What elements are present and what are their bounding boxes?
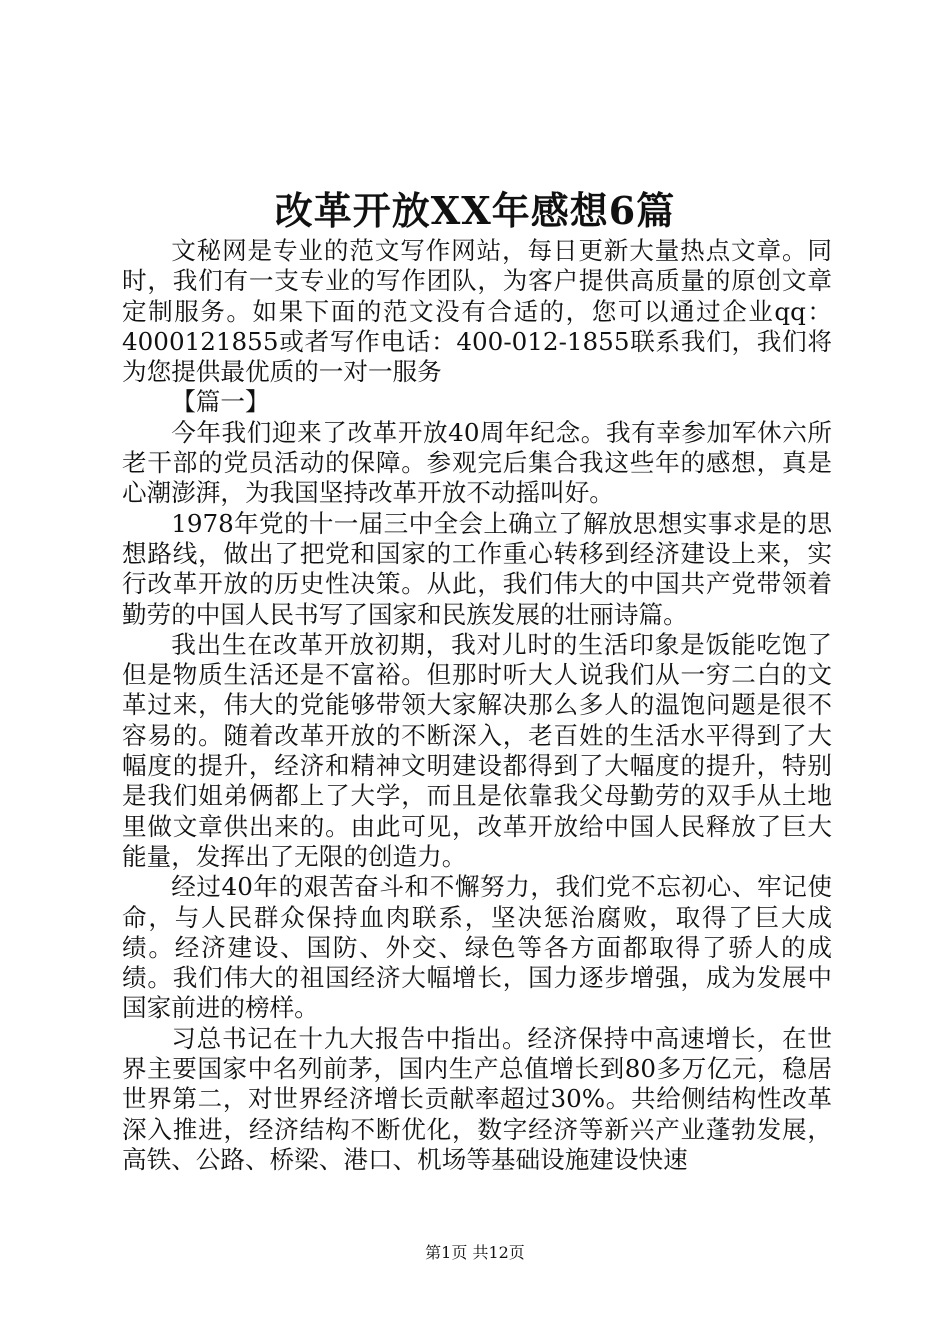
body-paragraph: 我出生在改革开放初期，我对儿时的生活印象是饭能吃饱了但是物质生活还是不富裕。但那时听大人说我们从一穷二白的文革过来，伟大的党能够带领大家解决那么多人的温饱问题是很不容易的。随着改革开放的不断深入，老百姓的生活水平得到了大幅度的提升，经济和精神文明建设都得到了大幅度的提升，特别是我们姐弟俩都上了大学，而且是依靠我父母勤劳的双手从土地里做文章供出来的。由此可见，改革开放给中国人民释放了巨大能量，发挥出了无限的创造力。 <box>122 629 832 871</box>
document-body <box>122 236 832 1175</box>
body-paragraph: 习总书记在十九大报告中指出。经济保持中高速增长，在世界主要国家中名列前茅，国内生产总值增长到80多万亿元，稳居世界第二，对世界经济增长贡献率超过30%。共给侧结构性改革深入推进，经济结构不断优化，数字经济等新兴产业蓬勃发展，高铁、公路、桥梁、港口、机场等基础设施建设快速 <box>122 1023 832 1174</box>
body-paragraph: 今年我们迎来了改革开放40周年纪念。我有幸参加军休六所老干部的党员活动的保障。参观完后集合我这些年的感想，真是心潮澎湃，为我国坚持改革开放不动摇叫好。 <box>122 417 832 508</box>
intro-paragraph: 文秘网是专业的范文写作网站，每日更新大量热点文章。同时，我们有一支专业的写作团队，为客户提供高质量的原创文章定制服务。如果下面的范文没有合适的，您可以通过企业qq：4000121855或者写作电话：400-012-1855联系我们，我们将为您提供最优质的一对一服务 <box>122 236 832 387</box>
body-paragraph: 经过40年的艰苦奋斗和不懈努力，我们党不忘初心、牢记使命，与人民群众保持血肉联系，坚决惩治腐败，取得了巨大成绩。经济建设、国防、外交、绿色等各方面都取得了骄人的成绩。我们伟大的祖国经济大幅增长，国力逐步增强，成为发展中国家前进的榜样。 <box>122 872 832 1023</box>
body-paragraph: 1978年党的十一届三中全会上确立了解放思想实事求是的思想路线，做出了把党和国家的工作重心转移到经济建设上来，实行改革开放的历史性决策。从此，我们伟大的中国共产党带领着勤劳的中国人民书写了国家和民族发展的壮丽诗篇。 <box>122 508 832 629</box>
section-heading: 【篇一】 <box>171 387 270 417</box>
page-number-footer: 第1页 共12页 <box>425 1243 525 1262</box>
document-title: 改革开放XX年感想6篇 <box>274 188 676 233</box>
